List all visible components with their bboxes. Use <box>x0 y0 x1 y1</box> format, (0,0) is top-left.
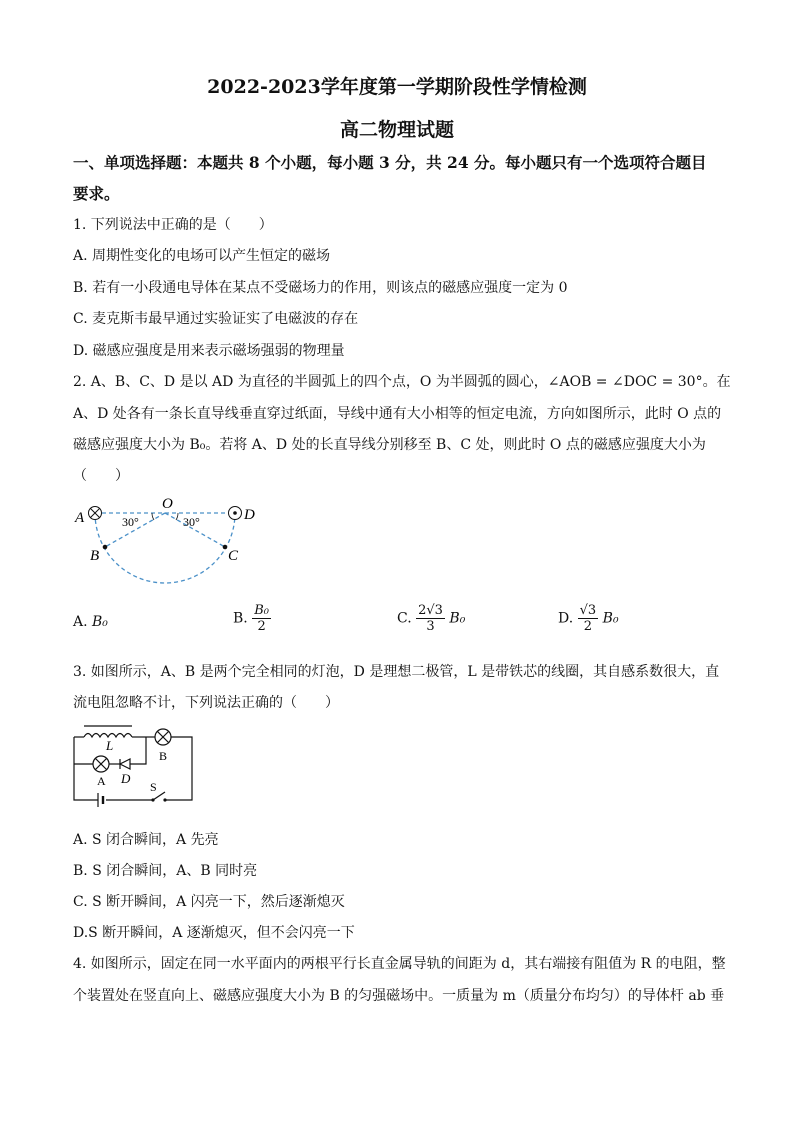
q3-circuit-figure <box>68 722 198 807</box>
label-b: B <box>159 749 168 763</box>
option-b-fraction <box>252 603 271 634</box>
fraction-denominator: 3 <box>426 619 435 634</box>
exam-subtitle: 高二物理试题 <box>339 119 454 141</box>
option-c-fraction <box>416 603 445 634</box>
q1-option-d: D. 磁感应强度是用来表示磁场强弱的物理量 <box>73 343 345 359</box>
label-o: O <box>162 496 173 512</box>
q2-line4: （ ） <box>73 468 129 484</box>
inductor-coil <box>84 734 132 738</box>
q3-option-c: C. S 断开瞬间，A 闪亮一下，然后逐渐熄灭 <box>73 894 345 910</box>
fraction-numerator: 2√3 <box>418 603 443 618</box>
fraction-denominator: 2 <box>257 619 266 634</box>
q1-option-a: A. 周期性变化的电场可以产生恒定的磁场 <box>73 248 331 264</box>
fraction-numerator: √3 <box>579 603 597 618</box>
wire-mid-right <box>130 737 146 764</box>
option-c-suffix: B₀ <box>449 610 466 627</box>
option-a-value: B₀ <box>92 614 108 630</box>
q1-option-c: C. 麦克斯韦最早通过实验证实了电磁波的存在 <box>73 311 359 327</box>
switch-pivot <box>151 798 154 801</box>
section-heading-line2: 要求。 <box>73 184 120 203</box>
option-a-prefix: A. <box>73 614 88 630</box>
option-d-prefix: D. <box>558 610 574 627</box>
label-a: A <box>97 774 106 788</box>
option-b-prefix: B. <box>233 610 248 627</box>
label-b: B <box>90 548 100 564</box>
q4-line2: 个装置处在竖直向上、磁感应强度大小为 B 的匀强磁场中。一质量为 m（质量分布均匀）的导体杆 ab 垂 <box>73 988 725 1004</box>
q2-option-b <box>233 603 271 634</box>
q2-option-c <box>397 603 465 634</box>
fraction-numerator: B₀ <box>254 603 269 618</box>
fraction-denominator: 2 <box>583 619 593 634</box>
angle-arc-right <box>176 513 178 520</box>
q2-line1: 2. A、B、C、D 是以 AD 为直径的半圆弧上的四个点，O 为半圆弧的圆心，∠AOB = ∠DOC = 30°。在 <box>73 374 731 390</box>
option-d-fraction <box>578 603 599 634</box>
q2-option-a <box>73 614 108 630</box>
label-c: C <box>228 548 239 564</box>
wire-into-page-icon <box>89 507 102 520</box>
q4-line1: 4. 如图所示，固定在同一水平面内的两根平行长直金属导轨的间距为 d，其右端接有阻值为 R 的电阻，整 <box>73 956 726 972</box>
angle-arc-left <box>152 513 154 520</box>
label-a: A <box>75 510 85 526</box>
label-s: S <box>150 780 157 794</box>
angle-label-right: 30° <box>183 515 200 529</box>
option-c-prefix: C. <box>397 610 412 627</box>
q1-option-b: B. 若有一小段通电导体在某点不受磁场力的作用，则该点的磁感应强度一定为 0 <box>73 280 568 296</box>
wire-out-of-page-icon <box>229 507 242 520</box>
label-d: D <box>244 507 255 523</box>
label-l: L <box>106 738 114 753</box>
point-c-dot <box>223 545 228 550</box>
label-d: D <box>121 771 131 786</box>
wire-right <box>165 737 192 800</box>
point-b-dot <box>103 545 108 550</box>
q2-line2: A、D 处各有一条长直导线垂直穿过纸面，导线中通有大小相等的恒定电流，方向如图所示，此时 O 点的 <box>73 406 722 422</box>
q2-semicircle-figure <box>70 492 270 587</box>
diode-icon <box>120 759 130 769</box>
q3-option-a: A. S 闭合瞬间，A 先亮 <box>73 832 219 848</box>
q3-option-b: B. S 闭合瞬间，A、B 同时亮 <box>73 863 258 879</box>
q1-stem: 1. 下列说法中正确的是（ ） <box>73 217 273 233</box>
q2-line3: 磁感应强度大小为 B₀。若将 A、D 处的长直导线分别移至 B、C 处，则此时 O 点的磁感应强度大小为 <box>73 437 706 453</box>
q3-line2: 流电阻忽略不计，下列说法正确的（ ） <box>73 695 339 711</box>
switch-contact <box>163 798 166 801</box>
option-d-suffix: B₀ <box>602 610 619 627</box>
q2-option-d <box>558 603 619 634</box>
q3-option-d: D.S 断开瞬间，A 逐渐熄灭，但不会闪亮一下 <box>73 925 355 941</box>
semicircle-arc <box>95 513 235 583</box>
angle-label-left: 30° <box>122 515 139 529</box>
exam-title: 2022-2023学年度第一学期阶段性学情检测 <box>207 76 587 98</box>
section-heading-line1: 一、单项选择题：本题共 8 个小题，每小题 3 分，共 24 分。每小题只有一个选项符合题目 <box>73 153 707 172</box>
q3-line1: 3. 如图所示，A、B 是两个完全相同的灯泡，D 是理想二极管，L 是带铁芯的线圈，其自感系数很大，直 <box>73 664 720 680</box>
